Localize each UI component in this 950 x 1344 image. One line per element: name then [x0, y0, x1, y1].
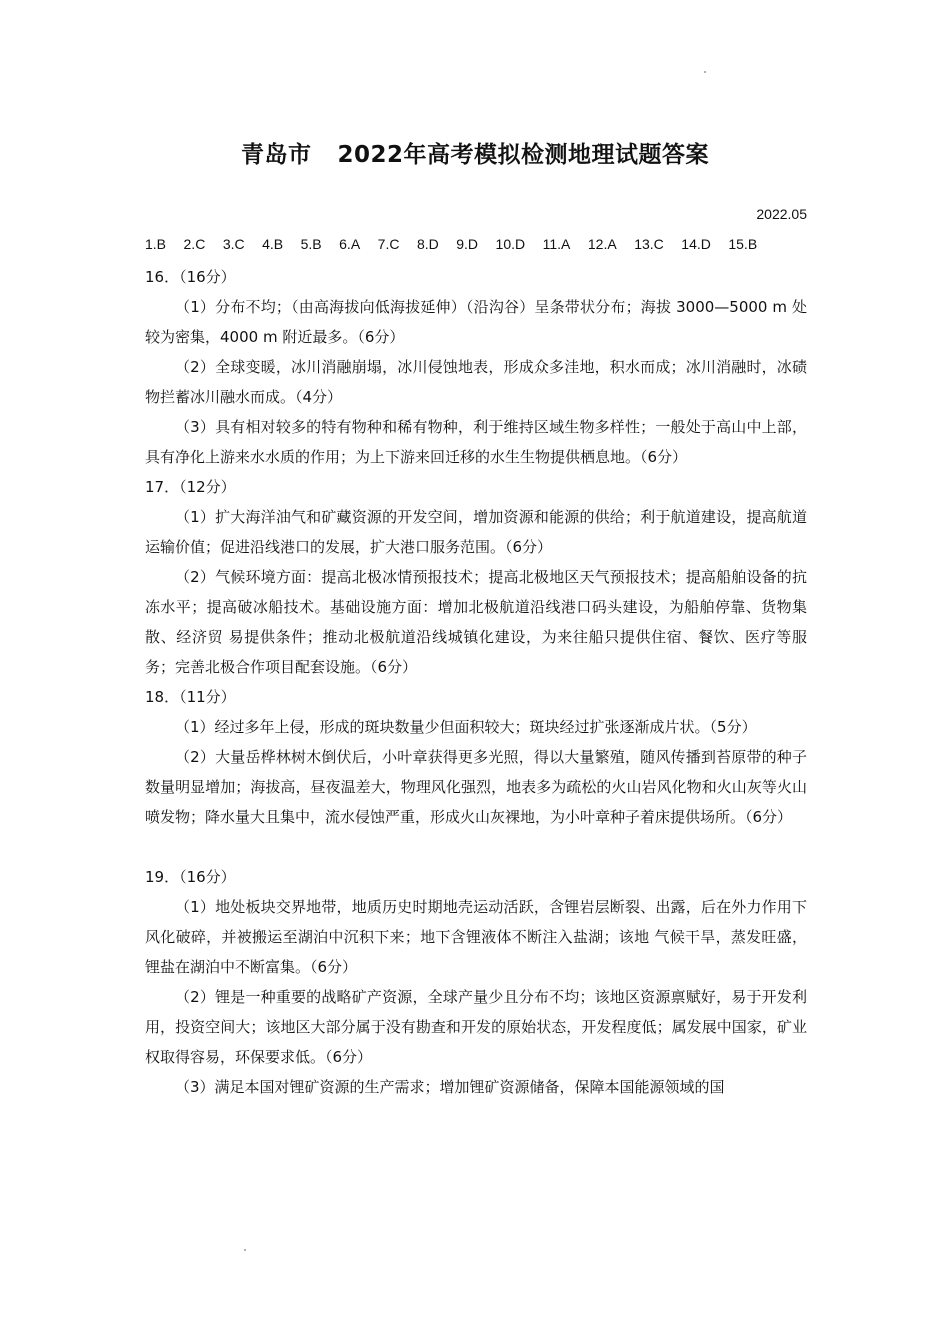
question-part: （3）满足本国对锂矿资源的生产需求；增加锂矿资源储备，保障本国能源领域的国 — [175, 1078, 725, 1096]
question-part: （2）全球变暖，冰川消融崩塌，冰川侵蚀地表，形成众多洼地，积水而成；冰川消融时，冰碛物拦蓄冰川融水而成。（4分） — [145, 358, 807, 406]
answer-item: 2.C — [183, 236, 206, 252]
scan-dot — [244, 1249, 246, 1251]
blank-line — [145, 832, 807, 862]
question-part: （3）具有相对较多的特有物种和稀有物种，利于维持区域生物多样性；一般处于高山中上部，具有净化上游来水水质的作用；为上下游来回迁移的水生生物提供栖息地。（6分） — [145, 418, 807, 466]
answer-content — [145, 262, 807, 1102]
question-heading: 16．（16分） — [145, 268, 236, 286]
answer-item: 6.A — [339, 236, 361, 252]
answer-item: 8.D — [416, 236, 439, 252]
question-16 — [145, 262, 807, 472]
answer-item: 14.D — [681, 236, 711, 252]
answer-item: 9.D — [456, 236, 479, 252]
question-17 — [145, 472, 807, 682]
question-part: （1）分布不均；（由高海拔向低海拔延伸）（沿沟谷）呈条带状分布；海拔 3000—5000 m 处较为密集，4000 m 附近最多。（6分） — [145, 298, 807, 346]
question-heading: 18．（11分） — [145, 688, 236, 706]
title-city: 青岛市 — [240, 142, 312, 168]
question-19 — [145, 862, 807, 1102]
question-part: （2）气候环境方面：提高北极冰情预报技术；提高北极地区天气预报技术；提高船舶设备的抗冻水平；提高破冰船技术。基础设施方面：增加北极航道沿线港口码头建设，为船舶停靠、货物集散、经济贸 易提供条件；推动北极航道沿线城镇化建设，为来往船只提供住宿、餐饮、医疗等服务；完善北极合作项目配套设施。（6分） — [145, 568, 807, 676]
answer-item: 10.D — [495, 236, 526, 252]
answer-item: 12.A — [587, 236, 617, 252]
question-18 — [145, 682, 807, 832]
exam-date: 2022.05 — [756, 206, 807, 222]
question-part: （2）大量岳桦林树木倒伏后，小叶章获得更多光照，得以大量繁殖，随风传播到苔原带的种子数量明显增加；海拔高，昼夜温差大，物理风化强烈，地表多为疏松的火山岩风化物和火山灰等火山喷发物；降水量大且集中，流水侵蚀严重，形成火山灰裸地，为小叶章种子着床提供场所。（6分） — [145, 748, 807, 826]
question-part: （1）经过多年上侵，形成的斑块数量少但面积较大；斑块经过扩张逐渐成片状。（5分） — [175, 718, 757, 736]
answer-item: 13.C — [634, 236, 664, 252]
question-heading: 17．（12分） — [145, 478, 236, 496]
choice-answers — [145, 236, 815, 252]
answer-item: 7.C — [377, 236, 400, 252]
answer-item: 15.B — [728, 236, 758, 252]
page-title — [0, 136, 950, 169]
title-main: 2022年高考模拟检测地理试题答案 — [337, 142, 709, 168]
question-part: （1）扩大海洋油气和矿藏资源的开发空间，增加资源和能源的供给；利于航道建设，提高航道运输价值；促进沿线港口的发展，扩大港口服务范围。（6分） — [145, 508, 807, 556]
question-part: （1）地处板块交界地带，地质历史时期地壳运动活跃，含锂岩层断裂、出露，后在外力作用下风化破碎，并被搬运至湖泊中沉积下来；地下含锂液体不断注入盐湖；该地 气候干旱，蒸发旺盛，锂盐在湖泊中不断富集。（6分） — [145, 898, 807, 976]
answer-item: 1.B — [145, 236, 167, 252]
answer-item: 3.C — [222, 236, 245, 252]
question-part: （2）锂是一种重要的战略矿产资源，全球产量少且分布不均；该地区资源禀赋好，易于开发利用，投资空间大；该地区大部分属于没有勘查和开发的原始状态，开发程度低；属发展中国家，矿业权取得容易，环保要求低。（6分） — [145, 988, 807, 1066]
scan-dot — [704, 71, 706, 73]
answer-item: 4.B — [262, 236, 284, 252]
question-heading: 19．（16分） — [145, 868, 236, 886]
answer-item: 5.B — [300, 236, 322, 252]
answer-item: 11.A — [542, 236, 571, 252]
